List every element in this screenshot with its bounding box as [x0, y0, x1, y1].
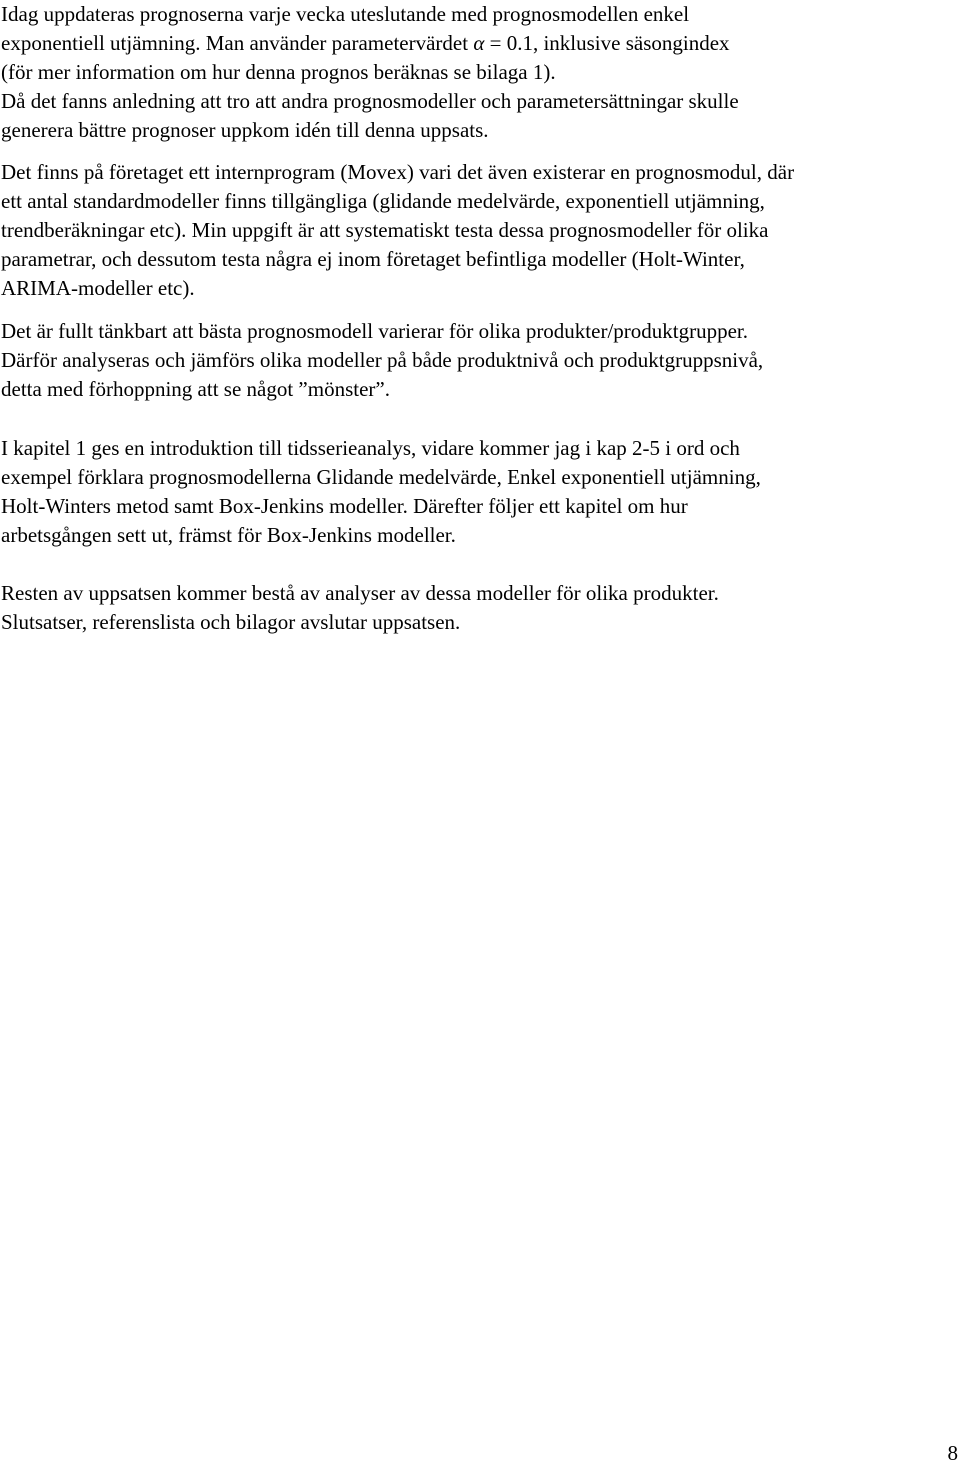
text-line: ett antal standardmodeller finns tillgängliga (glidande medelvärde, exponentiell utjämning,: [1, 189, 765, 213]
text-line: arbetsgången sett ut, främst för Box-Jenkins modeller.: [1, 523, 456, 547]
text-line: Resten av uppsatsen kommer bestå av analyser av dessa modeller för olika produkter.: [1, 581, 719, 605]
text-segment: = 0.1, inklusive säsongindex: [484, 31, 730, 55]
text-line: Holt-Winters metod samt Box-Jenkins modeller. Därefter följer ett kapitel om hur: [1, 494, 688, 518]
text-line: trendberäkningar etc). Min uppgift är att systematiskt testa dessa prognosmodeller för olika: [1, 218, 769, 242]
text-line: Därför analyseras och jämförs olika modeller på både produktnivå och produktgruppsnivå,: [1, 348, 764, 372]
text-line: Då det fanns anledning att tro att andra prognosmodeller och parametersättningar skulle: [1, 89, 739, 113]
text-line: ARIMA-modeller etc).: [1, 276, 195, 300]
text-line: I kapitel 1 ges en introduktion till tidsserieanalys, vidare kommer jag i kap 2-5 i ord och: [1, 436, 740, 460]
alpha-symbol: α: [473, 31, 485, 55]
page-number: 8: [947, 1441, 958, 1465]
text-line: Det finns på företaget ett internprogram (Movex) vari det även existerar en prognosmodul, där: [1, 160, 795, 184]
text-line: exempel förklara prognosmodellerna Glidande medelvärde, Enkel exponentiell utjämning,: [1, 465, 761, 489]
text-line-with-alpha: [1, 30, 730, 56]
text-segment: exponentiell utjämning. Man använder parametervärdet: [1, 31, 474, 55]
text-line: Slutsatser, referenslista och bilagor avslutar uppsatsen.: [1, 610, 461, 634]
text-line: detta med förhoppning att se något ”mönster”.: [1, 377, 390, 401]
text-line: generera bättre prognoser uppkom idén till denna uppsats.: [1, 118, 489, 142]
text-line: parametrar, och dessutom testa några ej inom företaget befintliga modeller (Holt-Winter,: [1, 247, 745, 271]
text-line: Det är fullt tänkbart att bästa prognosmodell varierar för olika produkter/produktgrupper.: [1, 319, 749, 343]
text-line: (för mer information om hur denna prognos beräknas se bilaga 1).: [1, 60, 556, 84]
text-line: Idag uppdateras prognoserna varje vecka uteslutande med prognosmodellen enkel: [1, 2, 690, 26]
